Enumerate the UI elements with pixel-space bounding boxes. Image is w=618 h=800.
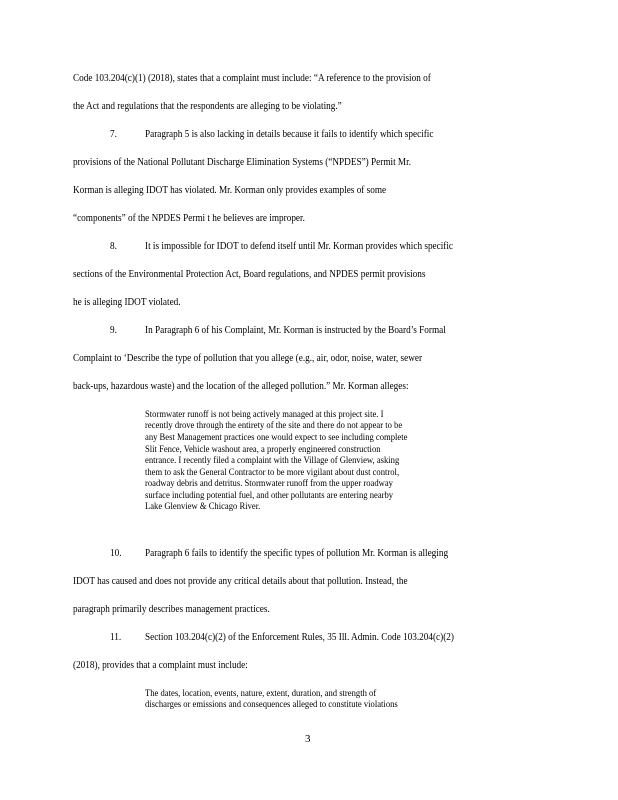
text-line: paragraph primarily describes management practices. — [73, 604, 270, 615]
quote-line: surface including potential fuel, and other pollutants are entering nearby — [145, 490, 394, 501]
text-line: (2018), provides that a complaint must include: — [73, 660, 248, 671]
quote-line: The dates, location, events, nature, extent, duration, and strength of — [145, 688, 377, 699]
quote-line: discharges or emissions and consequences alleged to constitute violations — [145, 699, 398, 710]
quote-line: recently drove through the entirety of the site and there do not appear to be — [145, 420, 403, 431]
text-line: the Act and regulations that the respondents are alleging to be violating.” — [73, 101, 342, 112]
text-line: provisions of the National Pollutant Discharge Elimination Systems (“NPDES”) Permit Mr. — [73, 157, 411, 168]
text-line: IDOT has caused and does not provide any critical details about that pollution. Instead, the — [73, 576, 408, 587]
text-line: Paragraph 6 fails to identify the specific types of pollution Mr. Korman is alleging — [145, 548, 449, 559]
text-line: Section 103.204(c)(2) of the Enforcement Rules, 35 Ill. Admin. Code 103.204(c)(2) — [145, 632, 454, 643]
text-line: “components” of the NPDES Permi t he believes are improper. — [73, 213, 305, 224]
quote-line: entrance. I recently filed a complaint with the Village of Glenview, asking — [145, 455, 400, 466]
quote-line: Slit Fence, Vehicle washout area, a properly engineered construction — [145, 444, 381, 455]
text-line: he is alleging IDOT violated. — [73, 297, 181, 308]
paragraph-number: 8. — [110, 241, 117, 252]
quote-line: them to ask the General Contractor to be more vigilant about dust control, — [145, 467, 400, 478]
page-number: 3 — [305, 733, 311, 745]
text-line: sections of the Environmental Protection Act, Board regulations, and NPDES permit provisions — [73, 269, 426, 280]
text-line: Complaint to ‘Describe the type of pollution that you allege (e.g., air, odor, noise, water, sewer — [73, 353, 423, 364]
quote-line: any Best Management practices one would expect to see including complete — [145, 432, 408, 443]
quote-line: Lake Glenview & Chicago River. — [145, 501, 261, 512]
paragraph-number: 9. — [110, 325, 117, 336]
paragraph-number: 11. — [110, 632, 122, 643]
quote-line: Stormwater runoff is not being actively managed at this project site. I — [145, 409, 384, 420]
text-line: In Paragraph 6 of his Complaint, Mr. Korman is instructed by the Board’s Formal — [145, 325, 446, 336]
text-line: Paragraph 5 is also lacking in details because it fails to identify which specific — [145, 129, 434, 140]
paragraph-number: 10. — [110, 548, 122, 559]
text-line: It is impossible for IDOT to defend itself until Mr. Korman provides which specific — [145, 241, 454, 252]
quote-line: roadway debris and detritus. Stormwater runoff from the upper roadway — [145, 478, 393, 489]
text-line: Code 103.204(c)(1) (2018), states that a complaint must include: “A reference to the provision of — [73, 73, 431, 84]
text-line: back-ups, hazardous waste) and the location of the alleged pollution.” Mr. Korman alleges: — [73, 381, 409, 392]
text-line: Korman is alleging IDOT has violated. Mr. Korman only provides examples of some — [73, 185, 387, 196]
paragraph-number: 7. — [110, 129, 117, 140]
